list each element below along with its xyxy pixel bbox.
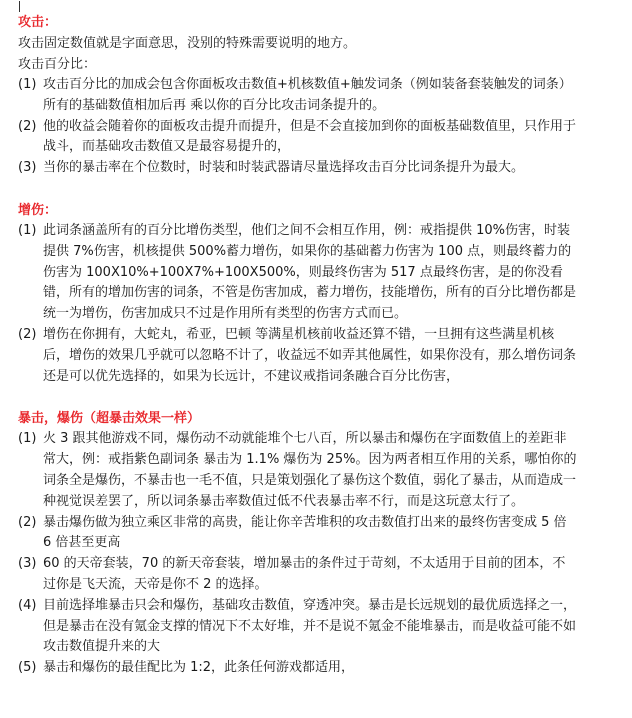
list-item [18, 554, 578, 596]
list-item [18, 429, 578, 512]
section-heading: 暴击，爆伤（超暴击效果一样） [18, 411, 201, 427]
section-heading: 增伤： [18, 202, 58, 218]
list-number: (5) [18, 660, 37, 676]
list-text: 火 3 跟其他游戏不同，爆伤动不动就能堆个七八百，所以暴击和爆伤在字面数值上的差距非常大，例：戒指紫色副词条 暴击为 1.1% 爆伤为 25%。因为两者相互作用的关系，哪怕你的词条全是爆伤，不暴击也一毛不值，只是策划强化了暴伤这个数值，弱化了暴击，从而造成一种视觉误差罢了，所以词条暴击率数值过低不代表暴击率不行，而是这玩意太行了。 [43, 431, 577, 509]
list-item [18, 158, 578, 179]
list-number: (1) [18, 431, 37, 447]
list-number: (1) [18, 77, 37, 92]
paragraph: 攻击百分比： [18, 57, 97, 72]
document-body [18, 12, 578, 679]
list-number: (1) [18, 222, 37, 238]
list-text: 攻击百分比的加成会包含你面板攻击数值+机核数值+触发词条（例如装备套装触发的词条）所有的基础数值相加后再 乘以你的百分比攻击词条提升的。 [43, 77, 572, 113]
list-item [18, 596, 578, 658]
section-heading: 攻击： [18, 15, 58, 30]
list-item [18, 221, 578, 325]
list-text: 当你的暴击率在个位数时，时装和时装武器请尽量选择攻击百分比词条提升为最大。 [43, 160, 525, 176]
list-item [18, 325, 578, 387]
list-text: 此词条涵盖所有的百分比增伤类型，他们之间不会相互作用，例：戒指提供 10%伤害，时装提供 7%伤害，机核提供 500%蓄力增伤，如果你的基础蓄力伤害为 100 点，则最终蓄力的伤害为 100X10%+100X7%+100X500%，则最终伤害为 517 点最终伤害，是的你没看错，所有的增加伤害的词条，不管是伤害加成，蓄力增伤，技能增伤，所有的百分比增伤都是统一为增伤，伤害加成只不过是作用所有类型的伤害方式而已。 [43, 222, 577, 322]
list-item [18, 117, 578, 159]
list-number: (4) [18, 597, 37, 613]
list-item [18, 75, 578, 117]
list-text: 暴击爆伤做为独立乘区非常的高贵，能让你辛苦堆积的攻击数值打出来的最终伤害变成 5 倍 6 倍甚至更高 [43, 514, 567, 551]
section-damage-boost [18, 200, 578, 387]
list-text: 暴击和爆伤的最佳配比为 1:2，此条任何游戏都适用， [43, 660, 355, 676]
list-number: (2) [18, 514, 37, 530]
list-text: 增伤在你拥有，大蛇丸，希亚，巴顿 等满星机核前收益还算不错，一旦拥有这些满星机核后，增伤的效果几乎就可以忽略不计了，收益远不如弄其他属性，如果你没有，那么增伤词条还是可以优先选择的，如果为长远计，不建议戒指词条融合百分比伤害， [43, 326, 577, 384]
paragraph: 攻击固定数值就是字面意思，没别的特殊需要说明的地方。 [18, 36, 357, 51]
list-text: 60 的天帝套装，70 的新天帝套装，增加暴击的条件过于苛刻，不太适用于目前的团本，不过你是飞天流，天帝是你不 2 的选择。 [43, 556, 566, 592]
list-text: 目前选择堆暴击只会和爆伤，基础攻击数值，穿透冲突。暴击是长远规划的最优质选择之一，但是暴击在没有氪金支撑的情况下不太好堆，并不是说不氪金不能堆暴击，而是收益可能不如攻击数值提升来的大 [43, 597, 577, 655]
list-number: (2) [18, 326, 37, 342]
section-critical [18, 408, 578, 679]
list-text: 他的收益会随着你的面板攻击提升而提升，但是不会直接加到你的面板基础数值里，只作用于战斗，而基础攻击数值又是最容易提升的， [43, 118, 577, 155]
list-number: (2) [18, 118, 37, 134]
list-number: (3) [18, 160, 37, 176]
text-cursor [19, 1, 20, 12]
list-item [18, 658, 578, 679]
list-number: (3) [18, 556, 37, 572]
list-item [18, 513, 578, 555]
section-attack [18, 12, 578, 179]
